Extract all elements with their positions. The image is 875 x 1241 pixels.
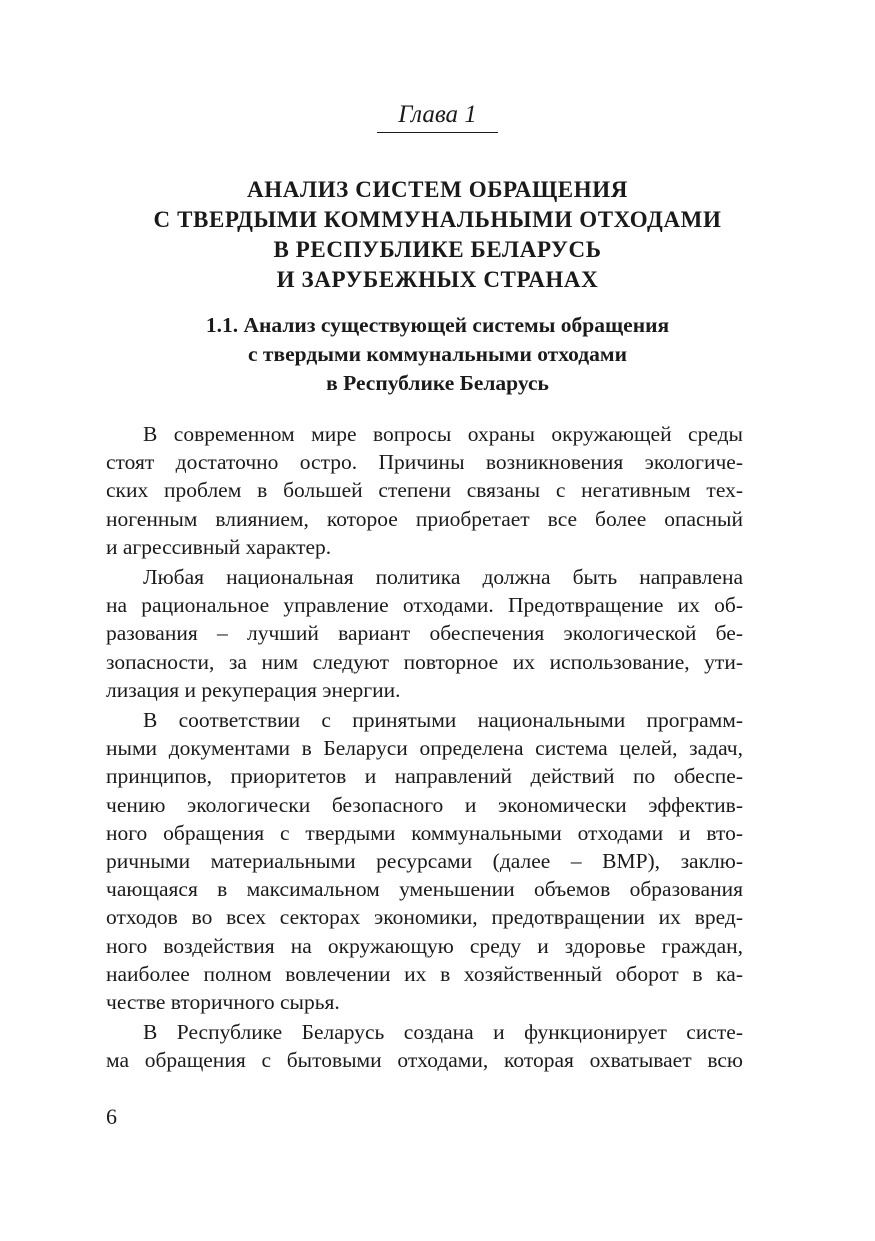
- text-line: ного воздействия на окружающую среду и здоровье граждан,: [106, 933, 743, 958]
- paragraph: [106, 706, 743, 1016]
- text-line: разования – лучший вариант обеспечения экологической бе-: [106, 621, 743, 646]
- text-line: ма обращения с бытовыми отходами, которая охватывает всю: [106, 1048, 743, 1073]
- text-line: чающаяся в максимальном уменьшении объемов образования: [106, 877, 743, 902]
- text-line: отходов во всех секторах экономики, предотвращении их вред-: [106, 905, 743, 930]
- text-line: чению экологически безопасного и экономически эффектив-: [106, 792, 743, 817]
- text-line: наиболее полном вовлечении их в хозяйственный оборот в ка-: [106, 961, 743, 986]
- section-title-line: в Республике Беларусь: [326, 371, 549, 395]
- section-title-line: 1.1. Анализ существующей системы обращения: [205, 313, 670, 337]
- paragraph: [106, 1018, 743, 1074]
- text-line: Любая национальная политика должна быть направлена: [143, 565, 743, 590]
- body-text: [106, 420, 743, 1077]
- chapter-title-line: АНАЛИЗ СИСТЕМ ОБРАЩЕНИЯ: [247, 177, 628, 202]
- text-line: стоят достаточно остро. Причины возникновения экологиче-: [106, 450, 743, 475]
- text-line: ногенным влиянием, которое приобретает все более опасный: [106, 506, 743, 531]
- text-line: В современном мире вопросы охраны окружающей среды: [143, 422, 743, 446]
- text-line: принципов, приоритетов и направлений действий по обеспе-: [106, 764, 743, 789]
- chapter-label: [0, 100, 875, 133]
- paragraph: [106, 420, 743, 561]
- text-line: ного обращения с твердыми коммунальными отходами и вто-: [106, 820, 743, 845]
- text-line: зопасности, за ним следуют повторное их использование, ути-: [106, 649, 743, 674]
- text-line: и агрессивный характер.: [106, 534, 332, 559]
- chapter-label-text: Глава 1: [377, 100, 498, 133]
- text-line: В соответствии с принятыми национальными программ-: [143, 708, 743, 733]
- chapter-title-line: И ЗАРУБЕЖНЫХ СТРАНАХ: [276, 267, 599, 292]
- text-line: ских проблем в большей степени связаны с негативным тех-: [106, 478, 743, 503]
- text-line: честве вторичного сырья.: [106, 990, 340, 1015]
- paragraph: [106, 563, 743, 704]
- text-line: на рациональное управление отходами. Предотвращение их об-: [106, 593, 743, 618]
- text-line: ричными материальными ресурсами (далее – ВМР), заклю-: [106, 849, 743, 874]
- text-line: В Республике Беларусь создана и функционирует систе-: [143, 1020, 743, 1045]
- section-title-line: с твердыми коммунальными отходами: [248, 342, 627, 366]
- text-line: ными документами в Беларуси определена система целей, задач,: [106, 736, 743, 761]
- page-number: 6: [106, 1104, 117, 1129]
- chapter-title-line: В РЕСПУБЛИКЕ БЕЛАРУСЬ: [273, 237, 602, 262]
- text-line: лизация и рекуперация энергии.: [106, 677, 401, 702]
- section-title: [0, 311, 875, 398]
- chapter-title: [0, 175, 875, 295]
- chapter-title-line: С ТВЕРДЫМИ КОММУНАЛЬНЫМИ ОТХОДАМИ: [153, 207, 722, 232]
